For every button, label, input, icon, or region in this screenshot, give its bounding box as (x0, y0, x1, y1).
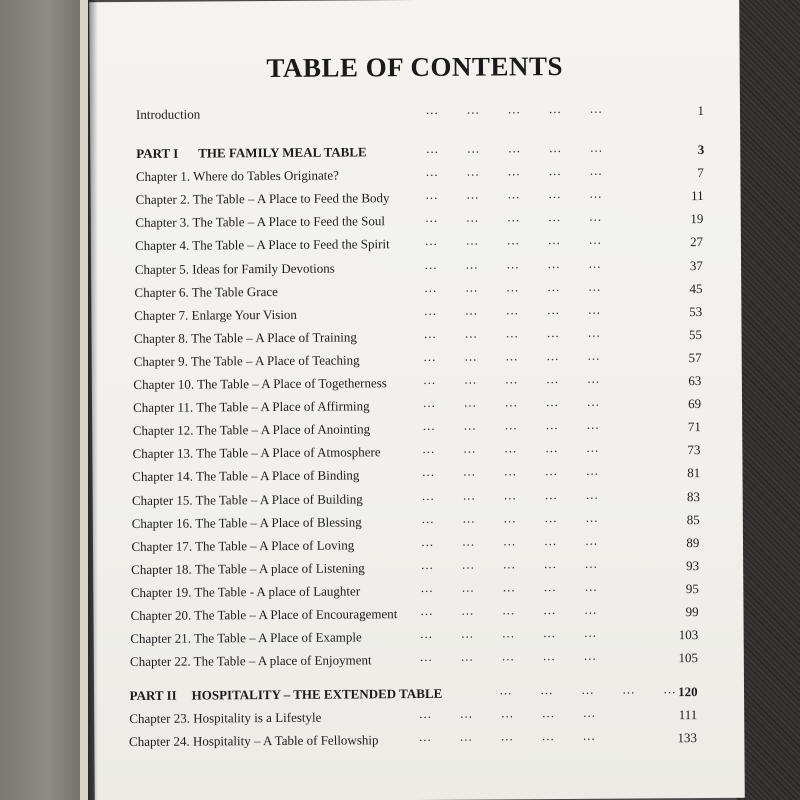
toc-page-number: 93 (686, 557, 700, 573)
leader-dots: ... ... ... ... ... (425, 100, 603, 117)
toc-page-number: 89 (686, 534, 700, 550)
toc-page-number: 63 (688, 373, 702, 389)
toc-entry-label: Chapter 19. The Table - A place of Laughter (130, 583, 361, 600)
toc-entry (131, 534, 699, 556)
toc-page-number: 3 (697, 141, 705, 158)
toc-entry-label: Chapter 13. The Table – A Place of Atmosphere (132, 444, 381, 462)
toc-entry-label (130, 685, 443, 705)
toc-entry-label: Chapter 16. The Table – A Place of Blessing (131, 513, 362, 531)
toc-entry-label: Chapter 9. The Table – A Place of Teaching (133, 352, 360, 369)
facing-page-edge (0, 0, 88, 800)
toc-entry-label: Chapter 24. Hospitality – A Table of Fellowship (128, 732, 379, 750)
toc-entry-label: Chapter 18. The Table – A place of Listening (131, 560, 365, 577)
toc-page-number: 1 (697, 102, 705, 119)
toc-page-number: 85 (686, 511, 700, 527)
toc-page-number: 55 (688, 326, 702, 342)
leader-dots: ... ... ... ... ... (426, 139, 603, 156)
toc-entry (129, 729, 697, 751)
toc-page-number: 120 (678, 684, 698, 700)
leader-dots: ... ... ... ... ... (424, 255, 602, 272)
leader-dots: ... ... ... ... ... (421, 555, 598, 572)
toc-entry (136, 187, 704, 209)
toc-page-number: 81 (687, 465, 701, 481)
toc-entry-label: Chapter 14. The Table – A Place of Binding (132, 467, 360, 485)
toc-entry-label: Chapter 1. Where do Tables Originate? (135, 167, 339, 185)
toc-entry-label: Chapter 10. The Table – A Place of Togetherness (133, 375, 387, 392)
toc-entry-label: Chapter 6. The Table Grace (134, 283, 278, 300)
part-title: THE FAMILY MEAL TABLE (198, 144, 367, 161)
leader-dots: ... ... ... ... ... (421, 509, 599, 526)
leader-dots: ... ... ... ... ... (419, 705, 597, 722)
toc-part-heading (136, 141, 704, 163)
leader-dots: ... ... ... ... ... (424, 278, 602, 295)
leader-dots: ... ... ... ... ... (419, 647, 597, 665)
toc-entry (130, 626, 698, 648)
toc-page-number: 45 (689, 280, 703, 296)
leader-dots: ... ... ... ... ... (420, 624, 598, 642)
toc-page-number: 11 (691, 188, 704, 204)
toc-entry-label: Chapter 5. Ideas for Family Devotions (134, 260, 335, 277)
toc-entry-label: Chapter 23. Hospitality is a Lifestyle (129, 709, 322, 727)
toc-page-number: 69 (688, 396, 702, 412)
toc-page-number: 99 (685, 604, 699, 620)
toc-entry-label: Chapter 20. The Table – A Place of Encouragement (130, 606, 398, 624)
leader-dots: ... ... ... ... ... (421, 486, 599, 503)
toc-entry (132, 488, 700, 510)
toc-entry (133, 372, 701, 394)
leader-dots: ... ... ... ... ... (423, 347, 601, 364)
leader-dots: ... ... ... ... ... (418, 728, 596, 745)
toc-entry (132, 464, 700, 486)
leader-dots: ... ... ... ... ... (422, 440, 600, 457)
leader-dots: ... ... ... ... ... (425, 185, 603, 203)
toc-part-heading (130, 683, 698, 705)
leader-dots: ... ... ... ... ... (424, 232, 602, 249)
leader-dots: ... ... ... ... ... (422, 416, 600, 434)
page-title: TABLE OF CONTENTS (266, 50, 564, 84)
toc-page-number: 95 (685, 580, 699, 597)
toc-page-number: 83 (686, 488, 701, 504)
toc-entry (134, 280, 702, 302)
part-number: PART II (129, 687, 177, 704)
leader-dots: ... ... ... ... ... (425, 162, 603, 180)
toc-entry (135, 233, 703, 255)
toc-entry-label: Chapter 11. The Table – A Place of Affirming (133, 398, 370, 416)
leader-dots: ... ... ... ... ... (424, 301, 601, 318)
toc-entry-label: Chapter 4. The Table – A Place to Feed the Spirit (135, 236, 390, 254)
leader-dots: ... ... ... ... ... (423, 393, 600, 411)
toc-entry-label: Chapter 7. Enlarge Your Vision (134, 306, 297, 323)
page-gutter-shadow (88, 0, 98, 800)
toc-page-number: 37 (689, 257, 703, 273)
toc-page (89, 0, 745, 800)
toc-page-number: 73 (687, 442, 701, 458)
toc-page-number: 105 (678, 650, 699, 666)
toc-entry (135, 210, 703, 232)
leader-dots: ... ... ... ... ... (420, 578, 598, 595)
fabric-background (736, 0, 800, 800)
toc-entry-label (136, 143, 367, 163)
toc-page-number: 133 (677, 730, 698, 746)
toc-entry (131, 603, 699, 625)
toc-entry-label: Chapter 2. The Table – A Place to Feed the Body (135, 190, 390, 208)
toc-entry (132, 441, 700, 463)
toc-entry-label: Chapter 12. The Table – A Place of Anointing (132, 421, 371, 439)
toc-entry-label: Chapter 3. The Table – A Place to Feed the Soul (135, 213, 385, 231)
toc-entry-label: Chapter 21. The Table – A Place of Example (130, 629, 362, 647)
leader-dots: ... ... ... ... ... (420, 601, 598, 618)
part-number: PART I (136, 145, 179, 161)
toc-entry-label: Chapter 22. The Table – A place of Enjoyment (129, 652, 372, 670)
toc-entry (129, 706, 697, 728)
toc-entry (135, 257, 703, 279)
toc-entry (134, 349, 702, 371)
leader-dots: ... ... ... ... ... (422, 463, 600, 480)
toc-entry (132, 511, 700, 533)
toc-entry (130, 649, 698, 671)
toc-entry (134, 303, 702, 325)
leader-dots: ... ... ... ... ... (499, 681, 677, 698)
toc-page-number: 71 (687, 419, 701, 435)
toc-entry (131, 580, 699, 602)
toc-entry-label: Chapter 17. The Table – A Place of Loving (131, 537, 355, 554)
leader-dots: ... ... ... ... ... (425, 209, 603, 226)
toc-page-number: 111 (678, 707, 698, 723)
toc-page-number: 27 (690, 234, 704, 250)
leader-dots: ... ... ... ... ... (421, 532, 599, 549)
leader-dots: ... ... ... ... ... (423, 370, 601, 387)
toc-page-number: 19 (690, 211, 704, 227)
facing-page-border (80, 0, 88, 800)
toc-page-number: 7 (697, 165, 704, 181)
toc-entry (136, 164, 704, 186)
toc-entry-label: Chapter 8. The Table – A Place of Training (133, 329, 357, 346)
toc-entry (136, 102, 704, 124)
toc-entry (133, 395, 701, 417)
toc-entry (131, 557, 699, 579)
toc-page-number: 103 (678, 627, 699, 643)
toc-entry (133, 418, 701, 440)
leader-dots: ... ... ... ... ... (423, 324, 601, 341)
toc-page-number: 57 (688, 349, 702, 365)
toc-entry-label: Chapter 15. The Table – A Place of Building (131, 490, 363, 508)
toc-page-number: 53 (689, 303, 703, 319)
toc-entry (134, 326, 702, 348)
part-title: HOSPITALITY – THE EXTENDED TABLE (191, 686, 443, 703)
toc-entry-label: Introduction (135, 106, 201, 122)
